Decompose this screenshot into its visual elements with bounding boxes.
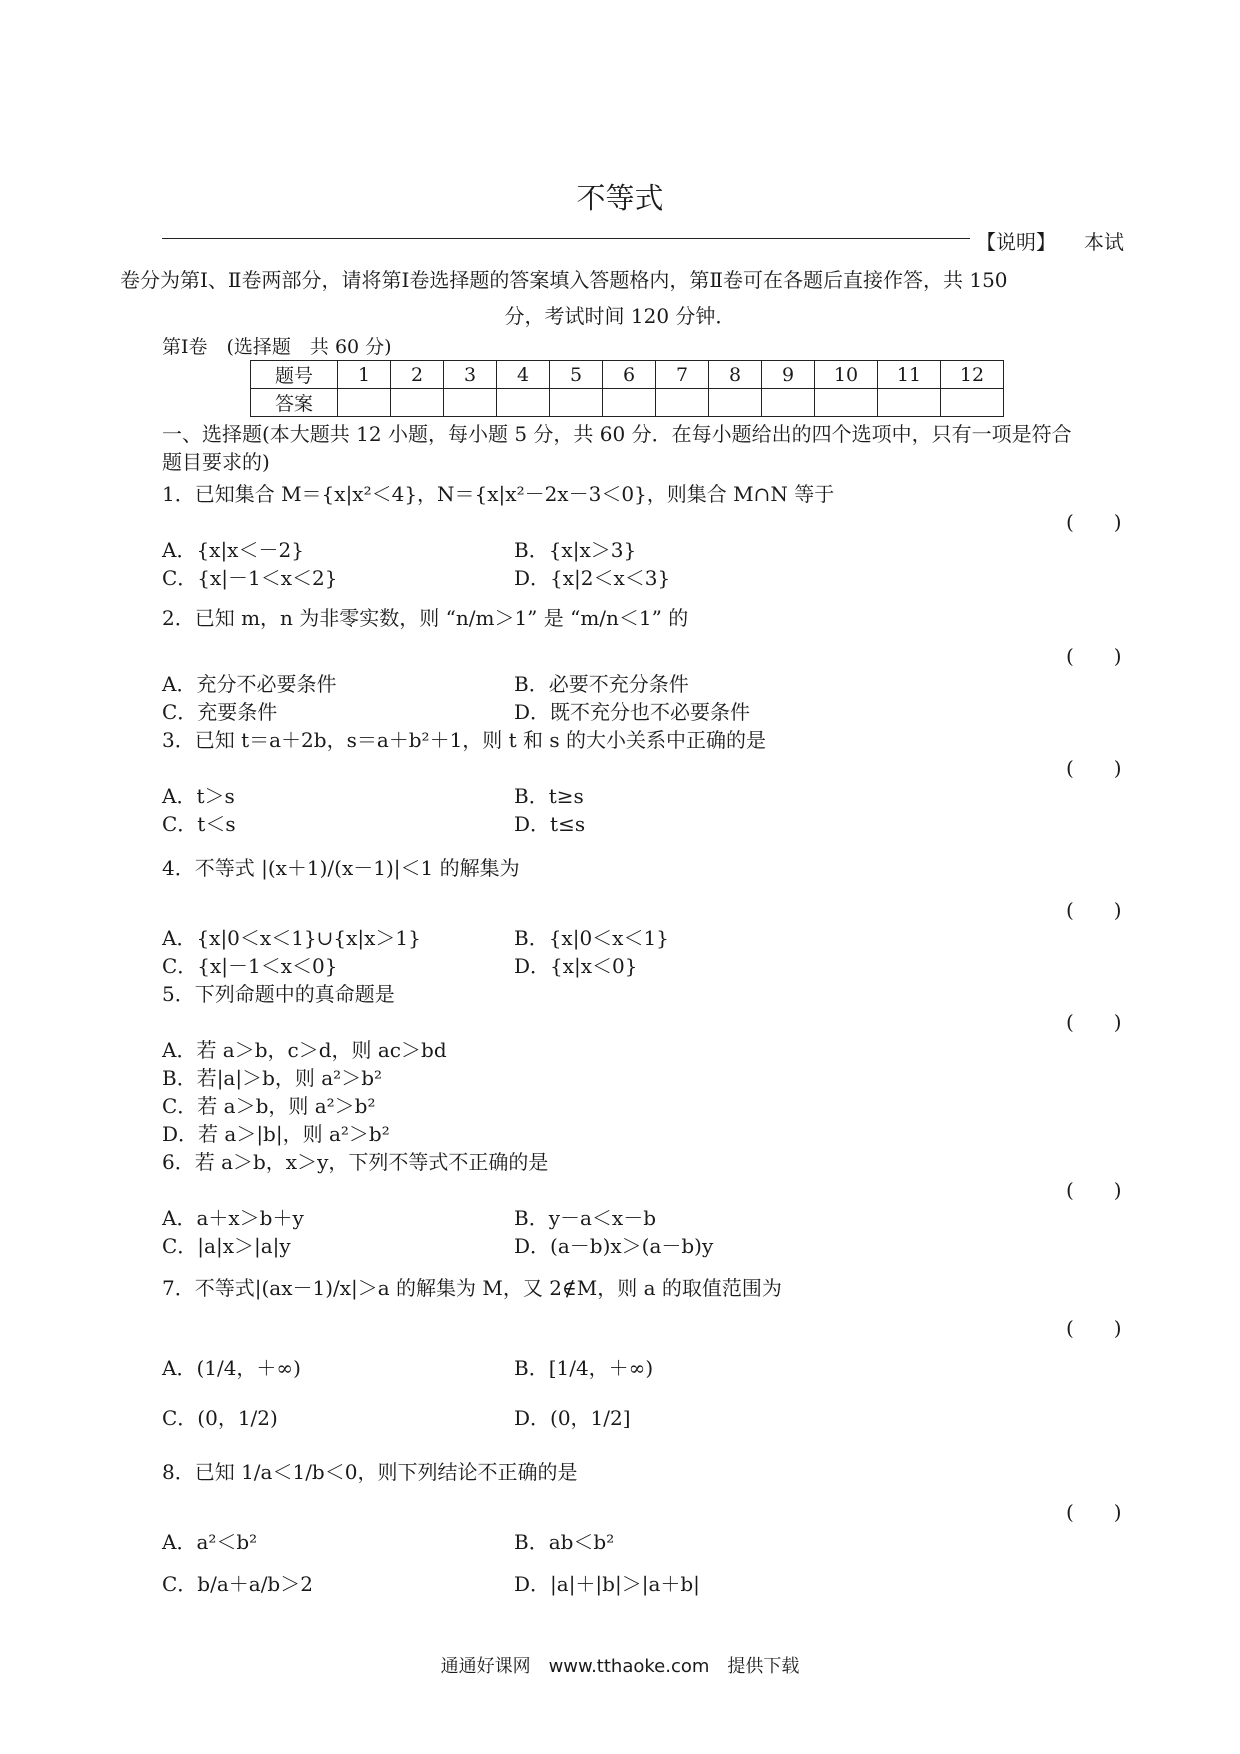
number-cell: 3 bbox=[444, 361, 497, 389]
number-cell: 11 bbox=[878, 361, 941, 389]
instructions-line-1: 一、选择题(本大题共 12 小题，每小题 5 分，共 60 分．在每小题给出的四个选项中，只有一项是符合 bbox=[162, 422, 1072, 446]
number-cell: 4 bbox=[497, 361, 550, 389]
question-2-option-b: B．必要不充分条件 bbox=[514, 672, 689, 696]
question-8-option-a: A．a²＜b² bbox=[162, 1530, 258, 1554]
question-2-answer-paren[interactable]: ( ) bbox=[1066, 644, 1122, 668]
question-8-option-b: B．ab＜b² bbox=[514, 1530, 615, 1554]
question-7-option-a: A．(1/4，＋∞) bbox=[162, 1356, 301, 1380]
question-6-option-b: B．y－a＜x－b bbox=[514, 1206, 657, 1230]
question-4-option-c: C．{x|－1＜x＜0} bbox=[162, 954, 338, 978]
number-cell: 1 bbox=[338, 361, 391, 389]
question-4-option-d: D．{x|x＜0} bbox=[514, 954, 638, 978]
question-1-option-c: C．{x|－1＜x＜2} bbox=[162, 566, 338, 590]
number-cell: 12 bbox=[941, 361, 1004, 389]
question-3-answer-paren[interactable]: ( ) bbox=[1066, 756, 1122, 780]
footer-credit: 通通好课网 www.tthaoke.com 提供下载 bbox=[440, 1656, 800, 1677]
question-6-stem: 6．若 a＞b，x＞y，下列不等式不正确的是 bbox=[162, 1150, 549, 1174]
answer-cell[interactable] bbox=[941, 389, 1004, 417]
question-2-option-a: A．充分不必要条件 bbox=[162, 672, 337, 696]
question-5-option-b: B．若|a|＞b，则 a²＞b² bbox=[162, 1066, 383, 1090]
answer-cell[interactable] bbox=[762, 389, 815, 417]
number-cell: 5 bbox=[550, 361, 603, 389]
question-6-option-c: C．|a|x＞|a|y bbox=[162, 1234, 291, 1258]
number-cell: 7 bbox=[656, 361, 709, 389]
question-2-stem: 2．已知 m，n 为非零实数，则 “n/m＞1” 是 “m/n＜1” 的 bbox=[162, 606, 689, 630]
number-cell: 9 bbox=[762, 361, 815, 389]
question-3-option-d: D．t≤s bbox=[514, 812, 586, 836]
note-tag: 【说明】 bbox=[976, 230, 1056, 254]
intro-line-2: 分，考试时间 120 分钟． bbox=[504, 304, 736, 328]
answer-row bbox=[251, 389, 1004, 417]
instructions-line-2: 题目要求的) bbox=[162, 450, 270, 474]
number-row bbox=[251, 361, 1004, 389]
intro-line-1: 卷分为第Ⅰ、Ⅱ卷两部分，请将第Ⅰ卷选择题的答案填入答题格内，第Ⅱ卷可在各题后直接作答，共 150 bbox=[120, 268, 1008, 292]
answer-cell[interactable] bbox=[603, 389, 656, 417]
answer-row-label: 答案 bbox=[251, 389, 338, 417]
question-8-stem: 8．已知 1/a＜1/b＜0，则下列结论不正确的是 bbox=[162, 1460, 578, 1484]
question-4-stem: 4．不等式 |(x＋1)/(x－1)|＜1 的解集为 bbox=[162, 856, 520, 880]
number-cell: 10 bbox=[815, 361, 878, 389]
answer-cell[interactable] bbox=[444, 389, 497, 417]
question-5-option-d: D．若 a＞|b|，则 a²＞b² bbox=[162, 1122, 390, 1146]
number-cell: 2 bbox=[391, 361, 444, 389]
question-6-answer-paren[interactable]: ( ) bbox=[1066, 1178, 1122, 1202]
question-5-option-c: C．若 a＞b，则 a²＞b² bbox=[162, 1094, 376, 1118]
question-8-option-c: C．b/a＋a/b＞2 bbox=[162, 1572, 313, 1596]
question-4-option-a: A．{x|0＜x＜1}∪{x|x＞1} bbox=[162, 926, 421, 950]
number-row-label: 题号 bbox=[251, 361, 338, 389]
section-1-heading: 第Ⅰ卷 (选择题 共 60 分) bbox=[162, 336, 392, 358]
answer-cell[interactable] bbox=[550, 389, 603, 417]
question-7-stem: 7．不等式|(ax－1)/x|＞a 的解集为 M，又 2∉M，则 a 的取值范围为 bbox=[162, 1276, 782, 1300]
question-2-option-d: D．既不充分也不必要条件 bbox=[514, 700, 751, 724]
page-title: 不等式 bbox=[576, 181, 664, 215]
question-1-option-d: D．{x|2＜x＜3} bbox=[514, 566, 671, 590]
answer-cell[interactable] bbox=[878, 389, 941, 417]
question-7-option-b: B．[1/4，＋∞) bbox=[514, 1356, 654, 1380]
answer-cell[interactable] bbox=[815, 389, 878, 417]
question-1-option-a: A．{x|x＜－2} bbox=[162, 538, 304, 562]
question-1-answer-paren[interactable]: ( ) bbox=[1066, 510, 1122, 534]
question-4-option-b: B．{x|0＜x＜1} bbox=[514, 926, 669, 950]
question-1-stem: 1．已知集合 M＝{x|x²＜4}，N＝{x|x²－2x－3＜0}，则集合 M∩N 等于 bbox=[162, 482, 835, 506]
answer-table bbox=[250, 360, 1004, 417]
question-6-option-a: A．a＋x＞b＋y bbox=[162, 1206, 304, 1230]
note-continuation: 本试 bbox=[1084, 230, 1124, 254]
question-3-option-c: C．t＜s bbox=[162, 812, 236, 836]
answer-cell[interactable] bbox=[709, 389, 762, 417]
question-5-stem: 5．下列命题中的真命题是 bbox=[162, 982, 395, 1006]
answer-cell[interactable] bbox=[391, 389, 444, 417]
question-6-option-d: D．(a－b)x＞(a－b)y bbox=[514, 1234, 714, 1258]
question-3-option-a: A．t＞s bbox=[162, 784, 235, 808]
question-7-option-c: C．(0，1/2) bbox=[162, 1406, 278, 1430]
question-7-answer-paren[interactable]: ( ) bbox=[1066, 1316, 1122, 1340]
number-cell: 8 bbox=[709, 361, 762, 389]
number-cell: 6 bbox=[603, 361, 656, 389]
question-5-option-a: A．若 a＞b，c＞d，则 ac＞bd bbox=[162, 1038, 447, 1062]
question-2-option-c: C．充要条件 bbox=[162, 700, 278, 724]
header-rule bbox=[162, 238, 970, 239]
question-1-option-b: B．{x|x＞3} bbox=[514, 538, 637, 562]
question-3-option-b: B．t≥s bbox=[514, 784, 584, 808]
question-4-answer-paren[interactable]: ( ) bbox=[1066, 898, 1122, 922]
question-3-stem: 3．已知 t＝a＋2b，s＝a＋b²＋1，则 t 和 s 的大小关系中正确的是 bbox=[162, 728, 767, 752]
answer-cell[interactable] bbox=[497, 389, 550, 417]
question-8-option-d: D．|a|＋|b|＞|a＋b| bbox=[514, 1572, 700, 1596]
answer-cell[interactable] bbox=[338, 389, 391, 417]
question-7-option-d: D．(0，1/2] bbox=[514, 1406, 631, 1430]
question-5-answer-paren[interactable]: ( ) bbox=[1066, 1010, 1122, 1034]
question-8-answer-paren[interactable]: ( ) bbox=[1066, 1500, 1122, 1524]
answer-cell[interactable] bbox=[656, 389, 709, 417]
